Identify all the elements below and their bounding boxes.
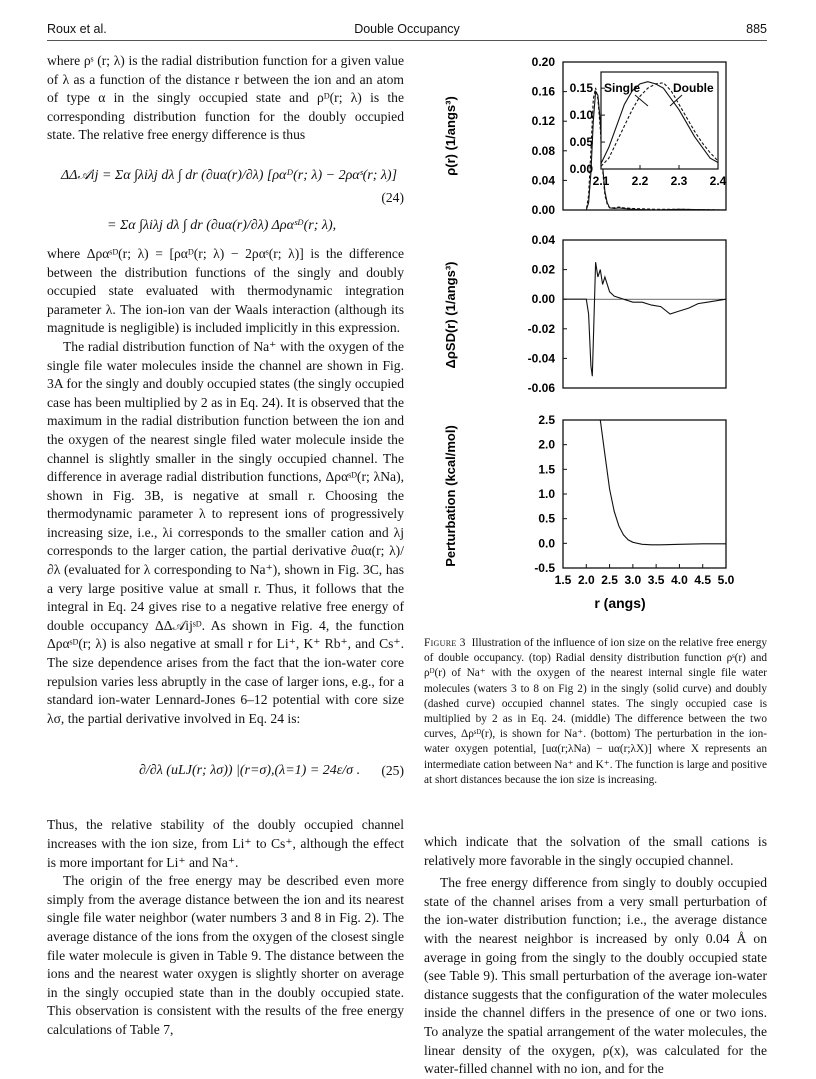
y-tick-label: 1.5 [538, 462, 555, 477]
x-tick-label: 1.5 [554, 573, 572, 587]
bottom-y-axis-label: Perturbation (kcal/mol) [443, 425, 458, 567]
difference-line [563, 262, 726, 376]
y-tick-label: 0.0 [538, 536, 555, 551]
top-panel [443, 55, 727, 217]
x-tick-label: 2.0 [577, 573, 595, 587]
figure-3 [424, 52, 767, 636]
caption-text: Illustration of the influence of ion size on the relative free energy of double occupancy. (top) Radial density distribution function ρˢ(r) and ρᴰ(r) of Na⁺ with the oxygen of the nearest internal single file water molecules (waters 3 to 8 on Fig 2) in the singly (solid curve) and doubly (dashed curve) occupied channel states. The singly occupied case is multiplied by 2 as in Eq. 24. (middle) The difference between the two curves, Δρˢᴰ(r), is shown for Na⁺. (bottom) The perturbation in the ion-water oxygen potential, [uα(r;λNa) − uα(r;λX)] where X represents an intermediate cation between Na⁺ and K⁺. The function is large and positive at short distances because the ion size is increasing. [424, 637, 767, 786]
equation-24 [47, 151, 404, 239]
y-tick-label: 0.00 [531, 292, 555, 307]
equation-24-number: (24) [381, 189, 404, 205]
equation-25-number: (25) [381, 763, 404, 779]
y-tick-label: 0.10 [569, 108, 593, 123]
paragraph: where Δραˢᴰ(r; λ) = [ραᴰ(r; λ) − 2ραˢ(r; λ)] is the difference between the distribution functions of the singly and doubly occupied state evaluated with thermodynamic integration parameter λ. The ion-ion van der Waals interaction (although its magnitude is negligible) is included implicitly in this expression. [47, 245, 404, 336]
header-rule [47, 40, 767, 41]
y-tick-label: 0.00 [531, 203, 555, 217]
paragraph: where ρˢ (r; λ) is the radial distribution function for a given value of λ as a function of the distance r between the ion and an atom of type α in the singly occupied state and ρᴰ(r; λ) is the corresponding distribution function for the doubly occupied state. The relative free energy difference is thus [47, 53, 404, 143]
y-tick-label: 0.15 [569, 81, 593, 96]
x-tick-label: 2.5 [601, 573, 618, 587]
middle-panel-frame [563, 240, 726, 388]
paragraph: Thus, the relative stability of the doubly occupied channel increases with the ion size, from Li⁺ to Cs⁺, although the effect is more important for Li⁺ and Na⁺. [47, 817, 404, 870]
y-tick-label: 0.5 [538, 511, 555, 526]
left-column [47, 52, 404, 1040]
y-tick-label: 0.04 [531, 233, 555, 247]
x-tick-label: 3.5 [647, 573, 665, 587]
y-tick-label: 0.05 [569, 135, 593, 150]
x-axis-label: r (angs) [594, 595, 646, 611]
equation-25-body: ∂/∂λ (uLJ(r; λσ)) |(r=σ),(λ=1) = 24ε/σ . [139, 763, 361, 779]
equation-24-line2: = Σα ∫λiλj dλ ∫ dr (∂uα(r)/∂λ) Δραˢᴰ(r; λ), [107, 217, 337, 233]
x-tick-label: 2.1 [592, 174, 610, 188]
equation-25 [47, 742, 404, 802]
x-tick-label: 2.2 [631, 174, 649, 188]
bottom-panel [443, 413, 735, 611]
y-tick-label: 0.20 [531, 55, 555, 69]
paragraph: The radial distribution function of Na⁺ with the oxygen of the single file water molecules inside the channel are shown in Fig. 3A for the singly and doubly occupied states (the singly occupied case has been multiplied by 2 as in Eq. 24). It is observed that the maximum in the radial distribution function between the ion and the oxygen of the nearest single filed water molecule inside the channel is slightly smaller in the singly occupied channel. The difference in average radial distribution functions, Δραˢᴰ(r; λNa), shown in Fig. 3B, is negative at small r. Choosing the thermodynamic parameter λ to represent ions of progressively increasing size, i.e., λi corresponds to the smaller cation and λj corresponds to the larger cation, the partial derivative ∂uα(r; λ)/∂λ (evaluated for λ corresponding to Na⁺), shown in Fig. 3C, has a very large positive value at small r. Thus, it follows that the integral in Eq. 24 gives rise to a negative relative free energy of double occupancy ΔΔ𝒜ijˢᴰ. As shown in Fig. 4, the function Δραˢᴰ(r; λ) is also negative at small r for Li⁺, K⁺ Rb⁺, and Cs⁺. The size dependence arises from the fact that the ion-water core repulsion varies less abruptly in the case of larger ions, e.g., for a standard ion-water Lennard-Jones 6–12 potential with core size λσ, the partial derivative involved in Eq. 24 is: [47, 338, 404, 726]
y-tick-label: 0.12 [531, 114, 555, 129]
y-tick-label: 1.0 [538, 487, 555, 501]
figure-caption [424, 636, 767, 788]
paragraph: The free energy difference from singly to doubly occupied state of the channel arises from a very small perturbation of the ion-water distribution function; i.e., the average distance with the nearest neighbor is increased by only 0.04 Å on average in going from the singly to the doubly occupied state (see Table 9). This small perturbation of the average ion-water distance suggests that the configuration of the water molecules inside the channel differs in the presence of one or two ions. To analyze the spatial arrangement of the water molecules, the linear density of the oxygen, ρ(x), was calculated for the water-filled channel with no ion, and for the [424, 875, 767, 1077]
header-title: Double Occupancy [354, 22, 460, 36]
x-tick-label: 4.5 [694, 573, 712, 587]
top-y-axis-label: ρ(r) (1/angs³) [443, 96, 458, 176]
y-tick-label: -0.06 [527, 381, 555, 395]
y-tick-label: 0.16 [531, 84, 555, 99]
x-tick-label: 4.0 [671, 573, 688, 587]
y-tick-label: 0.00 [569, 162, 593, 176]
x-tick-label: 2.4 [709, 174, 727, 188]
running-header [47, 22, 767, 40]
middle-y-axis-label: ΔρSD(r) (1/angs³) [443, 261, 458, 369]
perturbation-line [600, 420, 726, 545]
right-column [424, 833, 767, 1079]
y-tick-label: -0.04 [527, 351, 555, 366]
y-tick-label: 2.5 [538, 413, 555, 427]
page-number: 885 [746, 22, 767, 36]
paragraph: The origin of the free energy may be described even more simply from the average distance between the ion and its nearest single file water neighbor (water numbers 3 and 8 in Fig. 2). The average distance of the ions from the oxygen of the closest single file water molecule is given in Table 9. The distance between the ions and the nearest water oxygen is slightly shorter on average in the singly occupied state than in the doubly occupied state. This observation is consistent with the results of the free energy calculations of Table 7, [47, 873, 404, 1037]
y-tick-label: 0.02 [531, 262, 555, 277]
middle-panel [443, 233, 726, 395]
y-tick-label: 0.08 [531, 143, 555, 158]
y-tick-label: -0.5 [534, 561, 555, 575]
caption-lead: Figure 3 [424, 637, 466, 649]
equation-24-line1: ΔΔ𝒜ij = Σα ∫λiλj dλ ∫ dr (∂uα(r)/∂λ) [ραᴰ(r; λ) − 2ραˢ(r; λ)] [61, 167, 398, 183]
x-tick-label: 2.3 [670, 174, 688, 188]
inset-label-single: Single [604, 81, 641, 95]
x-tick-label: 3.0 [624, 573, 642, 587]
x-tick-label: 5.0 [717, 573, 735, 587]
inset-label-double: Double [673, 81, 714, 95]
y-tick-label: -0.02 [527, 321, 555, 336]
y-tick-label: 0.04 [531, 173, 555, 188]
paragraph: which indicate that the solvation of the small cations is relatively more favorable in the singly occupied channel. [424, 834, 767, 868]
bottom-panel-frame [563, 420, 726, 568]
y-tick-label: 2.0 [538, 437, 555, 452]
header-authors: Roux et al. [47, 22, 107, 36]
